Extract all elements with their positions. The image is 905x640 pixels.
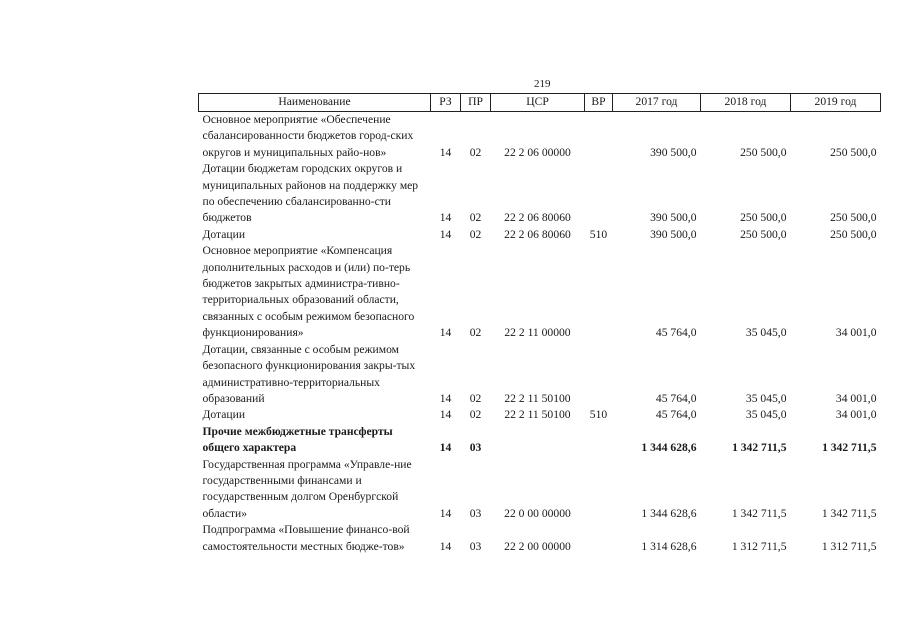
cell-2019: 34 001,0: [835, 408, 877, 422]
table-row: [199, 407, 881, 423]
cell-name: Дотации: [202, 227, 246, 241]
cell-2019: 34 001,0: [835, 391, 877, 405]
cell-name: Дотации: [202, 408, 246, 422]
cell-vr: 510: [589, 408, 608, 422]
cell-pr: 02: [469, 145, 482, 159]
cell-rz: 14: [439, 539, 452, 553]
table-row: [199, 424, 881, 457]
cell-rz: 14: [439, 326, 452, 340]
cell-rz: 14: [439, 227, 452, 241]
cell-csr: 22 2 06 80060: [504, 227, 571, 241]
cell-pr: 02: [469, 227, 482, 241]
cell-pr: 03: [469, 539, 482, 553]
cell-2017: 390 500,0: [650, 211, 697, 225]
cell-pr: 03: [469, 506, 482, 520]
cell-rz: 14: [439, 408, 452, 422]
header-2019: 2019 год: [791, 94, 881, 112]
header-2018: 2018 год: [701, 94, 791, 112]
cell-2019: 1 312 711,5: [821, 539, 877, 553]
cell-name: Дотации, связанные с особым режимом безопасного функционирования закры-тых административно-территориальных образований: [202, 342, 416, 405]
table-row: [199, 522, 881, 555]
header-pr: ПР: [461, 94, 491, 112]
cell-csr: 22 2 06 80060: [504, 211, 571, 225]
cell-name: Основное мероприятие «Обеспечение сбалансированности бюджетов город-ских округов и муниципальных райо-нов»: [202, 113, 414, 159]
cell-2017: 390 500,0: [650, 227, 697, 241]
cell-vr: [585, 424, 613, 457]
cell-2018: 1 342 711,5: [731, 506, 787, 520]
cell-vr: [585, 457, 613, 523]
cell-vr: [585, 522, 613, 555]
budget-table: [198, 93, 881, 555]
cell-2017: 45 764,0: [655, 391, 697, 405]
cell-pr: 02: [469, 408, 482, 422]
header-name: Наименование: [199, 94, 431, 112]
cell-2017: 1 344 628,6: [641, 506, 697, 520]
cell-rz: 14: [439, 211, 452, 225]
cell-rz: 14: [439, 506, 452, 520]
cell-rz: 14: [439, 391, 452, 405]
table-row: [199, 112, 881, 162]
table-row: [199, 457, 881, 523]
cell-vr: [585, 342, 613, 408]
cell-pr: 03: [469, 441, 482, 455]
header-rz: РЗ: [431, 94, 461, 112]
cell-name: Прочие межбюджетные трансферты общего характера: [202, 424, 393, 455]
cell-2019: 250 500,0: [830, 211, 877, 225]
cell-2019: 1 342 711,5: [821, 506, 877, 520]
cell-name: Основное мероприятие «Компенсация дополнительных расходов и (или) по-терь бюджетов закрытых администра-тивно-территориальных образований области, связанных с особым режимом безопасного функционирования»: [202, 244, 415, 340]
cell-2018: 35 045,0: [745, 326, 787, 340]
cell-csr: 22 2 06 00000: [504, 145, 571, 159]
cell-2018: 250 500,0: [740, 145, 787, 159]
cell-2018: 35 045,0: [745, 408, 787, 422]
table-body: [199, 112, 881, 555]
header-vr: ВР: [585, 94, 613, 112]
cell-pr: 02: [469, 326, 482, 340]
cell-2017: 390 500,0: [650, 145, 697, 159]
table-header-row: [199, 94, 881, 112]
cell-2018: 1 342 711,5: [732, 441, 787, 455]
cell-2017: 45 764,0: [655, 326, 697, 340]
cell-vr: 510: [589, 227, 608, 241]
cell-2017: 1 314 628,6: [641, 539, 697, 553]
cell-name: Государственная программа «Управле-ние государственными финансами и государственным долгом Оренбургской области»: [202, 457, 412, 520]
table-row: [199, 227, 881, 243]
cell-pr: 02: [469, 391, 482, 405]
cell-2019: 1 342 711,5: [822, 441, 877, 455]
header-2017: 2017 год: [613, 94, 701, 112]
cell-vr: [585, 161, 613, 227]
cell-2018: 1 312 711,5: [731, 539, 787, 553]
table-row: [199, 243, 881, 341]
cell-csr: 22 2 11 50100: [504, 408, 571, 422]
cell-csr: 22 0 00 00000: [504, 506, 571, 520]
cell-2017: 1 344 628,6: [641, 441, 697, 455]
cell-name: Подпрограмма «Повышение финансо-вой самостоятельности местных бюдже-тов»: [202, 523, 410, 553]
cell-csr: 22 2 11 00000: [504, 326, 571, 340]
page-number: 219: [534, 78, 551, 90]
cell-csr: 22 2 00 00000: [504, 539, 571, 553]
cell-2017: 45 764,0: [655, 408, 697, 422]
cell-csr: 22 2 11 50100: [504, 391, 571, 405]
cell-csr: [491, 424, 585, 457]
cell-2018: 35 045,0: [745, 391, 787, 405]
cell-rz: 14: [439, 441, 452, 455]
cell-2019: 250 500,0: [830, 145, 877, 159]
cell-pr: 02: [469, 211, 482, 225]
cell-2018: 250 500,0: [740, 211, 787, 225]
cell-2018: 250 500,0: [740, 227, 787, 241]
cell-2019: 250 500,0: [830, 227, 877, 241]
cell-rz: 14: [439, 145, 452, 159]
header-csr: ЦСР: [491, 94, 585, 112]
cell-vr: [585, 243, 613, 341]
cell-2019: 34 001,0: [835, 326, 877, 340]
table-row: [199, 342, 881, 408]
table-row: [199, 161, 881, 227]
cell-vr: [585, 112, 613, 162]
cell-name: Дотации бюджетам городских округов и муниципальных районов на поддержку мер по обеспечению сбалансированно-сти бюджетов: [202, 162, 419, 225]
